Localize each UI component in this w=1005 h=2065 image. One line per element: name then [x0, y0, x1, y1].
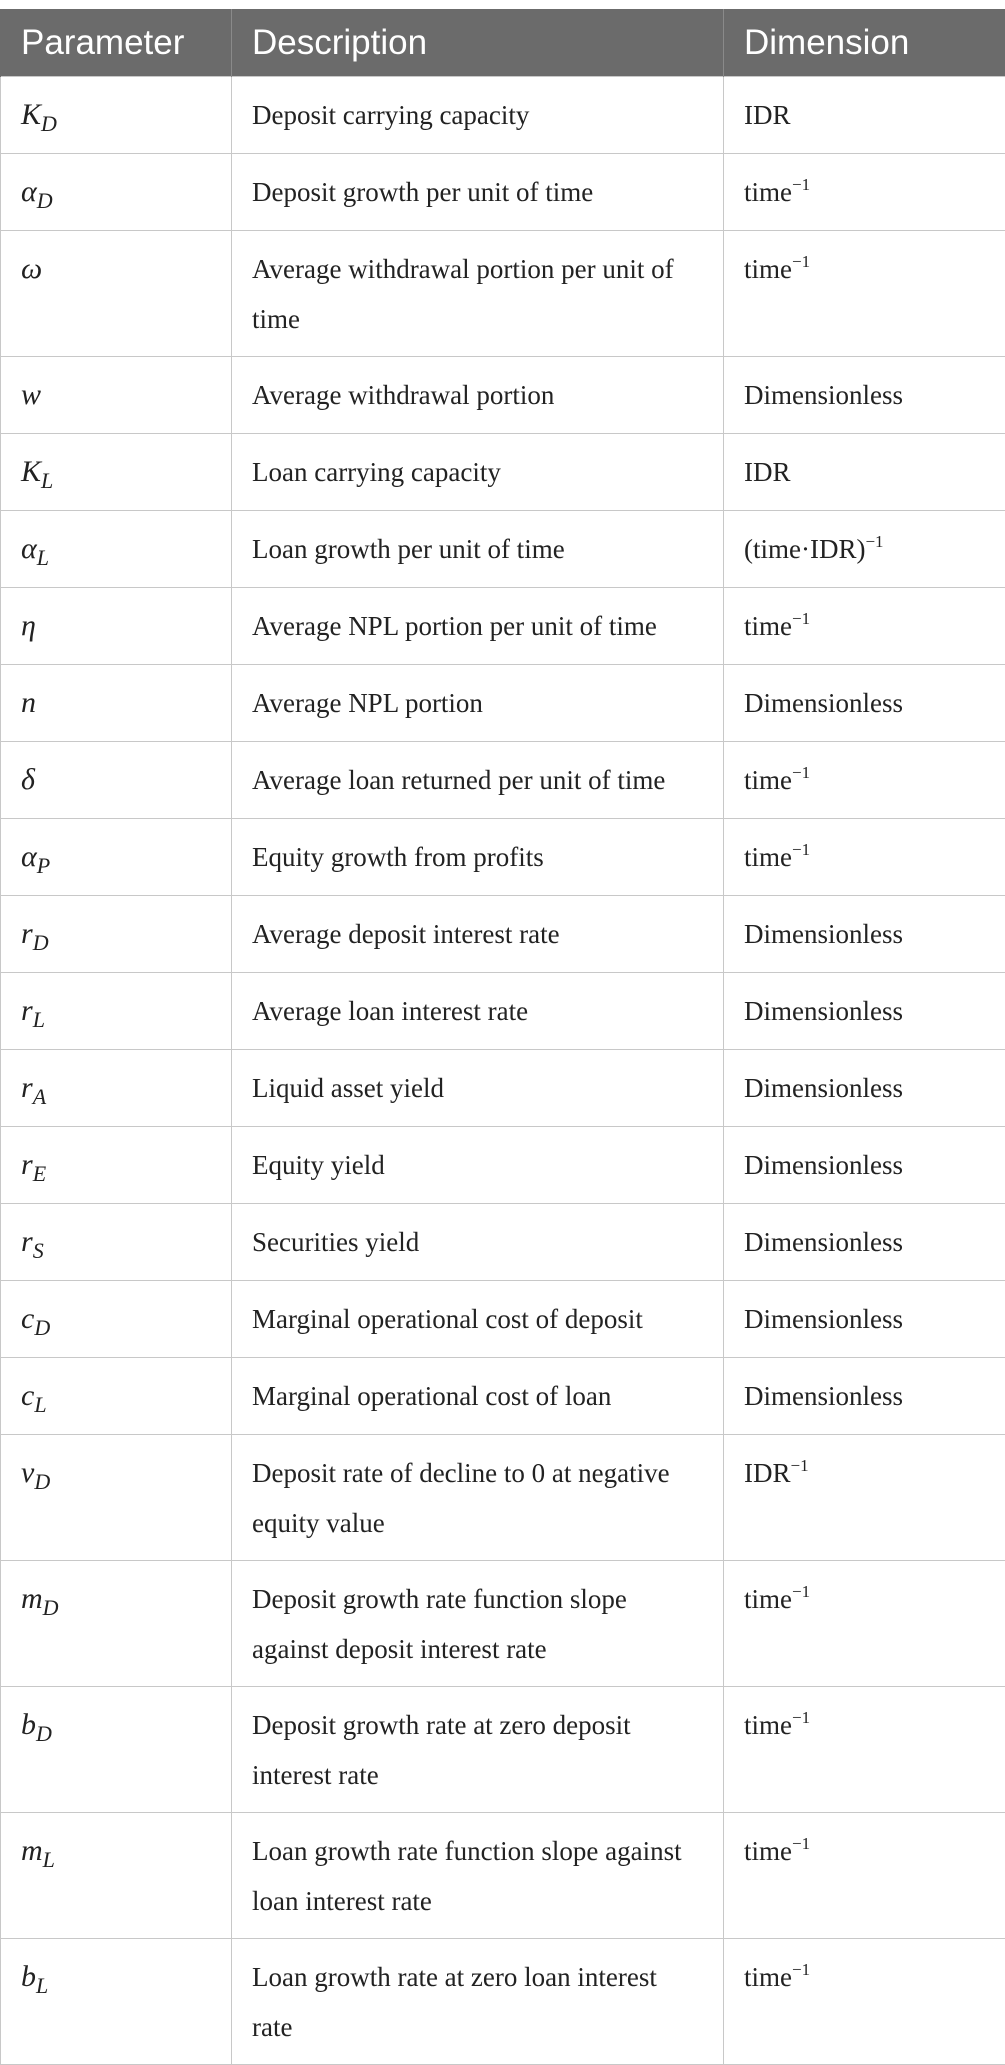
dimension-unit: time: [744, 611, 792, 641]
table-header: [1, 9, 1005, 77]
parameter-symbol: b: [21, 1708, 36, 1741]
parameter-subscript: D: [36, 1721, 52, 1746]
table-row: [1, 1358, 1005, 1435]
parameter-symbol: α: [21, 175, 37, 208]
header-description: Description: [232, 9, 724, 77]
dimension-exponent: −1: [865, 532, 883, 551]
table-row: [1, 1204, 1005, 1281]
description-cell: Deposit rate of decline to 0 at negative equity value: [232, 1435, 724, 1561]
description-cell: Marginal operational cost of deposit: [232, 1281, 724, 1358]
parameter-symbol: r: [21, 917, 33, 950]
dimension-unit: Dimensionless: [744, 1150, 903, 1180]
description-cell: Loan growth rate function slope against loan interest rate: [232, 1813, 724, 1939]
dimension-unit: time: [744, 177, 792, 207]
dimension-exponent: −1: [792, 1960, 810, 1979]
parameter-symbol: w: [21, 378, 41, 411]
description-cell: Average deposit interest rate: [232, 896, 724, 973]
table-row: [1, 231, 1005, 357]
dimension-exponent: −1: [791, 1456, 809, 1475]
parameter-subscript: L: [41, 468, 53, 493]
parameter-subscript: D: [43, 1595, 59, 1620]
dimension-cell: [724, 1358, 1005, 1435]
dimension-cell: [724, 1561, 1005, 1687]
parameter-symbol: m: [21, 1582, 43, 1615]
description-cell: Loan growth rate at zero loan interest rate: [232, 1939, 724, 2065]
dimension-cell: [724, 1813, 1005, 1939]
parameter-cell: [1, 1050, 232, 1127]
description-cell: Securities yield: [232, 1204, 724, 1281]
dimension-cell: [724, 973, 1005, 1050]
parameter-cell: [1, 1435, 232, 1561]
description-cell: Equity yield: [232, 1127, 724, 1204]
dimension-unit: Dimensionless: [744, 1304, 903, 1334]
parameter-symbol: b: [21, 1960, 36, 1993]
dimension-unit: Dimensionless: [744, 996, 903, 1026]
parameter-subscript: D: [41, 111, 57, 136]
parameter-symbol: ω: [21, 252, 42, 285]
dimension-cell: [724, 511, 1005, 588]
parameter-symbol: K: [21, 98, 41, 131]
description-cell: Loan growth per unit of time: [232, 511, 724, 588]
dimension-unit: Dimensionless: [744, 1381, 903, 1411]
table-row: [1, 896, 1005, 973]
parameter-symbol: α: [21, 840, 37, 873]
parameter-cell: [1, 1281, 232, 1358]
dimension-unit: time: [744, 1584, 792, 1614]
dimension-exponent: −1: [792, 1834, 810, 1853]
dimension-cell: [724, 896, 1005, 973]
parameter-symbol: ν: [21, 1456, 34, 1489]
table-row: [1, 1435, 1005, 1561]
parameter-cell: [1, 231, 232, 357]
dimension-cell: [724, 1687, 1005, 1813]
parameter-subscript: D: [33, 930, 49, 955]
parameter-symbol: r: [21, 1225, 33, 1258]
parameter-cell: [1, 1939, 232, 2065]
dimension-cell: [724, 665, 1005, 742]
table-row: [1, 1561, 1005, 1687]
parameter-cell: [1, 1687, 232, 1813]
table-body: [1, 77, 1005, 2065]
parameter-symbol: c: [21, 1302, 34, 1335]
parameter-cell: [1, 511, 232, 588]
description-cell: Average withdrawal portion per unit of time: [232, 231, 724, 357]
parameter-symbol: δ: [21, 763, 35, 796]
table-row: [1, 357, 1005, 434]
parameter-cell: [1, 154, 232, 231]
parameter-symbol: r: [21, 994, 33, 1027]
dimension-exponent: −1: [792, 1708, 810, 1727]
parameter-symbol: α: [21, 532, 37, 565]
parameter-subscript: L: [43, 1847, 55, 1872]
parameter-symbol: m: [21, 1834, 43, 1867]
parameter-subscript: E: [33, 1161, 46, 1186]
table-row: [1, 1050, 1005, 1127]
dimension-cell: [724, 1435, 1005, 1561]
parameter-table: [0, 9, 1005, 2065]
parameter-cell: [1, 665, 232, 742]
dimension-cell: [724, 231, 1005, 357]
table-row: [1, 1687, 1005, 1813]
dimension-unit: time: [744, 842, 792, 872]
table-row: [1, 434, 1005, 511]
parameter-cell: [1, 1358, 232, 1435]
dimension-unit: Dimensionless: [744, 919, 903, 949]
dimension-cell: [724, 1281, 1005, 1358]
dimension-unit: Dimensionless: [744, 1227, 903, 1257]
dimension-unit: time: [744, 1836, 792, 1866]
description-cell: Deposit carrying capacity: [232, 77, 724, 154]
description-cell: Liquid asset yield: [232, 1050, 724, 1127]
dimension-unit: Dimensionless: [744, 1073, 903, 1103]
parameter-cell: [1, 357, 232, 434]
description-cell: Average loan interest rate: [232, 973, 724, 1050]
dimension-cell: [724, 1050, 1005, 1127]
description-cell: Average NPL portion per unit of time: [232, 588, 724, 665]
description-cell: Loan carrying capacity: [232, 434, 724, 511]
description-cell: Deposit growth rate at zero deposit interest rate: [232, 1687, 724, 1813]
parameter-subscript: D: [34, 1315, 50, 1340]
parameter-cell: [1, 973, 232, 1050]
dimension-unit: (time·IDR): [744, 534, 865, 564]
table-row: [1, 1281, 1005, 1358]
dimension-exponent: −1: [792, 763, 810, 782]
dimension-unit: time: [744, 1710, 792, 1740]
dimension-exponent: −1: [792, 1582, 810, 1601]
dimension-cell: [724, 1204, 1005, 1281]
header-parameter: Parameter: [1, 9, 232, 77]
table-row: [1, 1939, 1005, 2065]
parameter-symbol: r: [21, 1148, 33, 1181]
dimension-cell: [724, 1127, 1005, 1204]
dimension-cell: [724, 742, 1005, 819]
dimension-exponent: −1: [792, 175, 810, 194]
table-row: [1, 819, 1005, 896]
dimension-cell: [724, 154, 1005, 231]
description-cell: Average NPL portion: [232, 665, 724, 742]
dimension-cell: [724, 1939, 1005, 2065]
parameter-cell: [1, 77, 232, 154]
table-row: [1, 588, 1005, 665]
parameter-cell: [1, 588, 232, 665]
dimension-exponent: −1: [792, 840, 810, 859]
dimension-unit: time: [744, 254, 792, 284]
description-cell: Deposit growth per unit of time: [232, 154, 724, 231]
dimension-cell: [724, 819, 1005, 896]
dimension-cell: [724, 77, 1005, 154]
parameter-subscript: P: [37, 853, 50, 878]
description-cell: Average withdrawal portion: [232, 357, 724, 434]
parameter-cell: [1, 1813, 232, 1939]
table-row: [1, 665, 1005, 742]
parameter-cell: [1, 1127, 232, 1204]
parameter-cell: [1, 896, 232, 973]
header-dimension: Dimension: [724, 9, 1005, 77]
parameter-cell: [1, 434, 232, 511]
dimension-unit: Dimensionless: [744, 688, 903, 718]
description-cell: Equity growth from profits: [232, 819, 724, 896]
dimension-cell: [724, 357, 1005, 434]
dimension-unit: IDR: [744, 1458, 791, 1488]
parameter-symbol: r: [21, 1071, 33, 1104]
parameter-subscript: L: [34, 1392, 46, 1417]
parameter-symbol: K: [21, 455, 41, 488]
parameter-subscript: D: [37, 188, 53, 213]
table-row: [1, 1127, 1005, 1204]
table-row: [1, 1813, 1005, 1939]
parameter-cell: [1, 1561, 232, 1687]
parameter-symbol: n: [21, 686, 36, 719]
parameter-symbol: c: [21, 1379, 34, 1412]
description-cell: Marginal operational cost of loan: [232, 1358, 724, 1435]
dimension-unit: Dimensionless: [744, 380, 903, 410]
table-row: [1, 511, 1005, 588]
dimension-unit: time: [744, 1962, 792, 1992]
description-cell: Deposit growth rate function slope against deposit interest rate: [232, 1561, 724, 1687]
parameter-subscript: L: [37, 545, 49, 570]
dimension-unit: IDR: [744, 457, 791, 487]
parameter-symbol: η: [21, 609, 36, 642]
parameter-cell: [1, 819, 232, 896]
table-row: [1, 77, 1005, 154]
header-row: [1, 9, 1005, 77]
description-cell: Average loan returned per unit of time: [232, 742, 724, 819]
table-row: [1, 742, 1005, 819]
table-row: [1, 154, 1005, 231]
dimension-unit: IDR: [744, 100, 791, 130]
dimension-exponent: −1: [792, 252, 810, 271]
parameter-subscript: L: [33, 1007, 45, 1032]
parameter-cell: [1, 742, 232, 819]
parameter-subscript: A: [33, 1084, 46, 1109]
parameter-subscript: D: [34, 1469, 50, 1494]
dimension-exponent: −1: [792, 609, 810, 628]
parameter-subscript: L: [36, 1973, 48, 1998]
dimension-cell: [724, 588, 1005, 665]
table-row: [1, 973, 1005, 1050]
parameter-cell: [1, 1204, 232, 1281]
dimension-unit: time: [744, 765, 792, 795]
dimension-cell: [724, 434, 1005, 511]
parameter-subscript: S: [33, 1238, 44, 1263]
